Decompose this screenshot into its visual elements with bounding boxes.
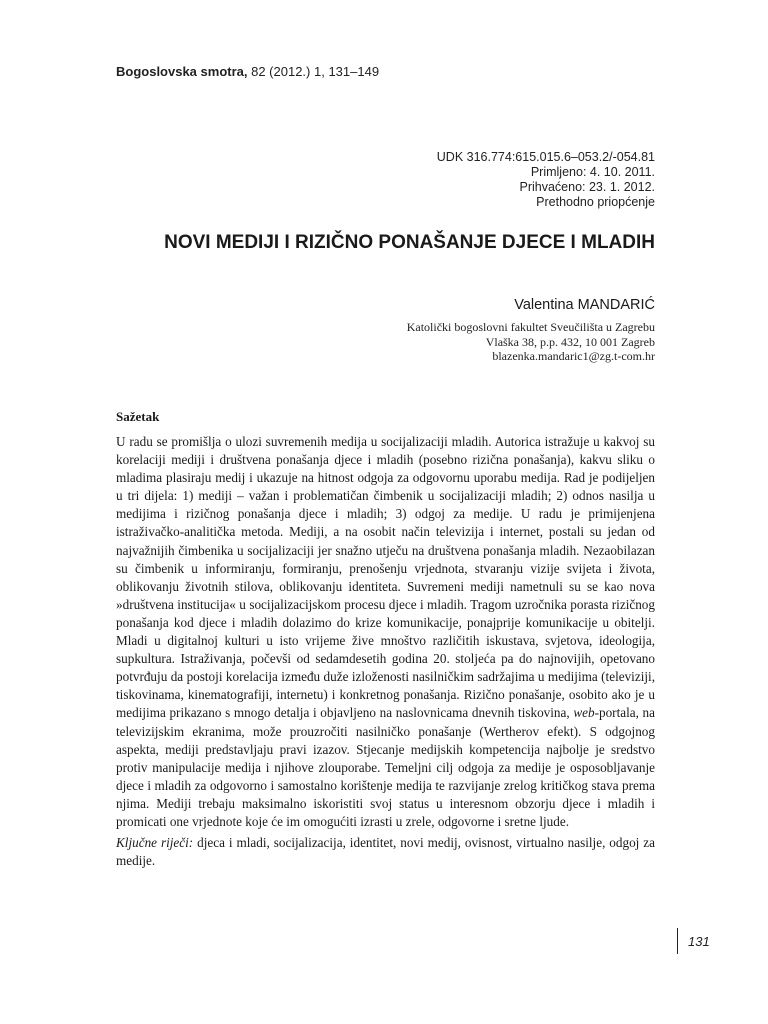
abstract-text-part2: -portala, na televizijskim ekranima, može prouzročiti nasilničko ponašanje (Wertherov efekt). S odgojnog aspekta, mediji predstavljaju pravi izazov. Stjecanje medijskih kompetencija najbolje je sredstvo protiv manipulacije medija i njihove zlouporabe. Temeljni cilj odgoja za medije je osposobljavanje djece i mladih za odgovorno i samostalno korištenje medija te razvijanje zrelog kritičkog stava prema njima. Mediji trebaju maksimalno iskoristiti svoj status u interesnom obzorju djece i mladih i promicati one vrjednote koje će im omogućiti izrasti u zrele, odgovorne i sretne ljude.: [116, 705, 655, 829]
author-last-name: MANDARIĆ: [577, 297, 655, 313]
author-name: [514, 297, 655, 313]
journal-volume-pages: 82 (2012.) 1, 131–149: [247, 64, 380, 79]
udk-code: UDK 316.774:615.015.6–053.2/-054.81: [436, 150, 655, 164]
author-affiliation: [407, 320, 655, 364]
article-meta: [437, 150, 655, 210]
article-type: Prethodno priopćenje: [536, 195, 655, 209]
journal-name: Bogoslovska smotra,: [116, 64, 248, 79]
affiliation-institution: Katolički bogoslovni fakultet Sveučilišta u Zagrebu: [406, 320, 655, 334]
abstract-body: [116, 433, 655, 831]
page-number: 131: [688, 934, 710, 949]
abstract-section: [116, 409, 655, 870]
keywords: [116, 834, 655, 870]
keywords-text: djeca i mladi, socijalizacija, identitet, novi medij, ovisnost, virtualno nasilje, odgoj za medije.: [116, 835, 655, 869]
abstract-heading: Sažetak: [116, 409, 160, 424]
affiliation-email: blazenka.mandaric1@zg.t-com.hr: [492, 349, 655, 363]
received-date: Primljeno: 4. 10. 2011.: [530, 165, 655, 179]
abstract-text-part1: U radu se promišlja o ulozi suvremenih medija u socijalizaciji mladih. Autorica istražuje u kakvoj su korelaciji mediji i društvena ponašanja djece i mladih (posebno rizična ponašanja), kakvu sliku o mladima plasiraju medij i ukazuje na hitnost odgoja za odgovornu uporabu medija. Rad je podijeljen u tri dijela: 1) mediji – važan i problematičan čimbenik u socijalizaciji mladih; 2) odnos nasilja u medijima i rizičnog ponašanja djece i mladih; 3) odgoj za medije. U radu je primijenjena istraživačko-analitička metoda. Mediji, a na osobit način televizija i internet, postali su jedan od najvažnijih čimbenika u socijalizaciji jer snažno utječu na društvena ponašanja mladih. Nezaobilazan su čimbenik u informiranju, formiranju, prenošenju vrjednota, stvaranju vizije svijeta i života, oblikovanju životnih stilova, oblikovanju identiteta. Suvremeni mediji nametnuli su se kao nova »društvena institucija« u socijalizacijskom procesu djece i mladih. Tragom uzročnika porasta rizičnog ponašanja kod djece i mladih dolazimo do krize komunikacije, ponajprije komunikacije u obitelji. Mladi u digitalnoj kulturi u isto vrijeme žive mnoštvo različitih iskustava, svjetova, ideologija, supkultura. Istraživanja, počevši od sedamdesetih godina 20. stoljeća pa do najnovijih, opetovano potvrđuju da postoji korelacija između duže izloženosti nasilničkim sadržajima u medijima (televiziji, tiskovinama, kinematografiji, internetu) i konkretnog ponašanja. Rizično ponašanje, osobito ako je u medijima prikazano s mnogo detalja i objavljeno na naslovnicama dnevnih tiskovina,: [116, 434, 655, 721]
affiliation-address: Vlaška 38, p.p. 432, 10 001 Zagreb: [485, 334, 655, 349]
abstract-web-word: web: [573, 705, 595, 721]
page-number-rule: [677, 928, 678, 954]
keywords-label: Ključne riječi:: [116, 835, 194, 851]
article-title: NOVI MEDIJI I RIZIČNO PONAŠANJE DJECE I MLADIH: [164, 232, 655, 253]
author-first-name: Valentina: [514, 297, 578, 313]
journal-citation: [116, 64, 379, 79]
accepted-date: Prihvaćeno: 23. 1. 2012.: [519, 180, 655, 194]
